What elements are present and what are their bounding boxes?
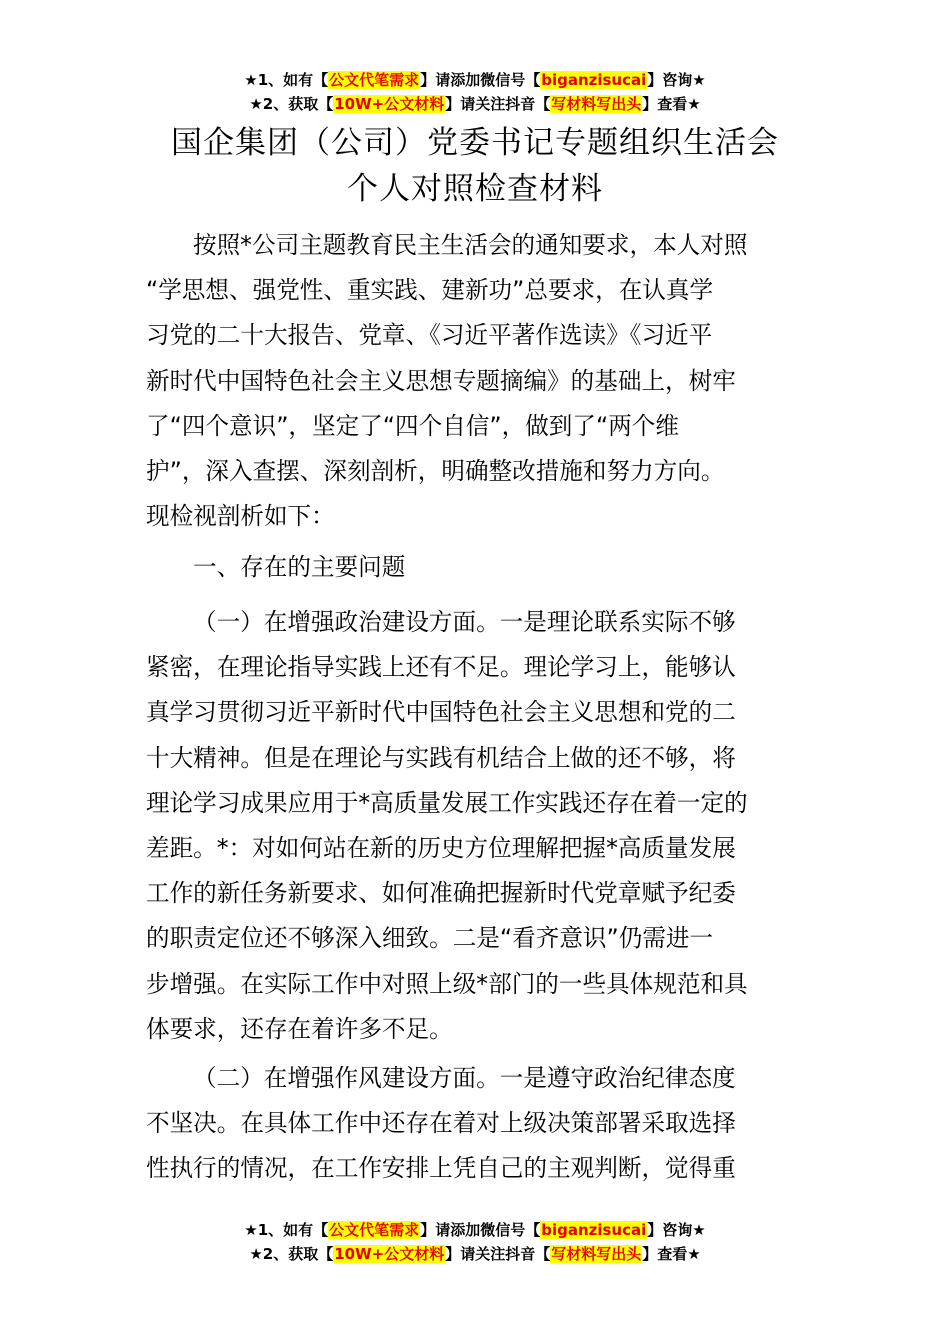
text-line: 理论学习成果应用于*高质量发展工作实践还存在着一定的 (146, 788, 748, 817)
text-line: 新时代中国特色社会主义思想专题摘编》的基础上，树牢 (146, 366, 736, 395)
banner-text: 】咨询★ (647, 71, 706, 89)
banner-highlight: biganzisucai (541, 71, 647, 89)
text-line: 性执行的情况，在工作安排上凭自己的主观判断，觉得重 (146, 1154, 736, 1183)
paragraph-2 (146, 1056, 808, 1192)
text-line: 的职责定位还不够深入细致。二是“看齐意识”仍需进一 (146, 924, 714, 953)
banner-highlight: 10W+公文材料 (334, 95, 445, 113)
banner-text: ★2、获取【 (249, 1245, 334, 1263)
banner-text: 】请添加微信号【 (420, 71, 541, 89)
title-line-1: 国企集团（公司）党委书记专题组织生活会 (171, 125, 779, 161)
banner-text: ★2、获取【 (249, 95, 334, 113)
document-title (0, 120, 950, 212)
text-line: 习党的二十大报告、党章、《习近平著作选读》《习近平 (146, 321, 713, 350)
text-line: 现检视剖析如下： (146, 502, 335, 531)
banner-line-1 (0, 1218, 950, 1242)
text-line: “学思想、强党性、重实践、建新功”总要求，在认真学 (146, 276, 714, 305)
banner-text: 】查看★ (642, 95, 701, 113)
text-line: 十大精神。但是在理论与实践有机结合上做的还不够，将 (146, 743, 736, 772)
banner-line-2 (0, 92, 950, 116)
intro-paragraph (146, 223, 808, 539)
text-line: （一）在增强政治建设方面。一是理论联系实际不够 (193, 608, 736, 636)
text-line: 工作的新任务新要求、如何准确把握新时代党章赋予纪委 (146, 879, 736, 908)
banner-text: 】请关注抖音【 (445, 95, 551, 113)
banner-highlight: 写材料写出头 (551, 95, 642, 113)
banner-highlight: 公文代笔需求 (329, 71, 420, 89)
text-line: （二）在增强作风建设方面。一是遵守政治纪律态度 (193, 1064, 736, 1092)
banner-text: 】请添加微信号【 (420, 1221, 541, 1239)
text-line: 真学习贯彻习近平新时代中国特色社会主义思想和党的二 (146, 698, 736, 727)
banner-highlight: 10W+公文材料 (334, 1245, 445, 1263)
text-line: 按照*公司主题教育民主生活会的通知要求，本人对照 (193, 231, 748, 259)
text-line: 差距。*：对如何站在新的历史方位理解把握*高质量发展 (146, 833, 736, 862)
banner-highlight: 公文代笔需求 (329, 1221, 420, 1239)
banner-text: 】查看★ (642, 1245, 701, 1263)
banner-text: 】咨询★ (647, 1221, 706, 1239)
text-line: 护”，深入查摆、深刻剖析，明确整改措施和努力方向。 (146, 456, 725, 485)
text-line: 不坚决。在具体工作中还存在着对上级决策部署采取选择 (146, 1109, 736, 1138)
text-line: 了“四个意识”，坚定了“四个自信”，做到了“两个维 (146, 411, 679, 440)
text-line: 体要求，还存在着许多不足。 (146, 1014, 453, 1043)
title-line-2: 个人对照检查材料 (347, 171, 603, 207)
banner-highlight: biganzisucai (541, 1221, 647, 1239)
text-line: 步增强。在实际工作中对照上级*部门的一些具体规范和具 (146, 969, 748, 998)
section-heading: 一、存在的主要问题 (193, 553, 406, 581)
banner-text: 】请关注抖音【 (445, 1245, 551, 1263)
banner-line-2 (0, 1242, 950, 1266)
paragraph-1 (146, 600, 808, 1052)
bottom-banner (0, 1218, 950, 1266)
banner-text: ★1、如有【 (244, 1221, 329, 1239)
text-line: 紧密，在理论指导实践上还有不足。理论学习上，能够认 (146, 653, 736, 682)
banner-highlight: 写材料写出头 (551, 1245, 642, 1263)
banner-text: ★1、如有【 (244, 71, 329, 89)
top-banner (0, 68, 950, 116)
banner-line-1 (0, 68, 950, 92)
